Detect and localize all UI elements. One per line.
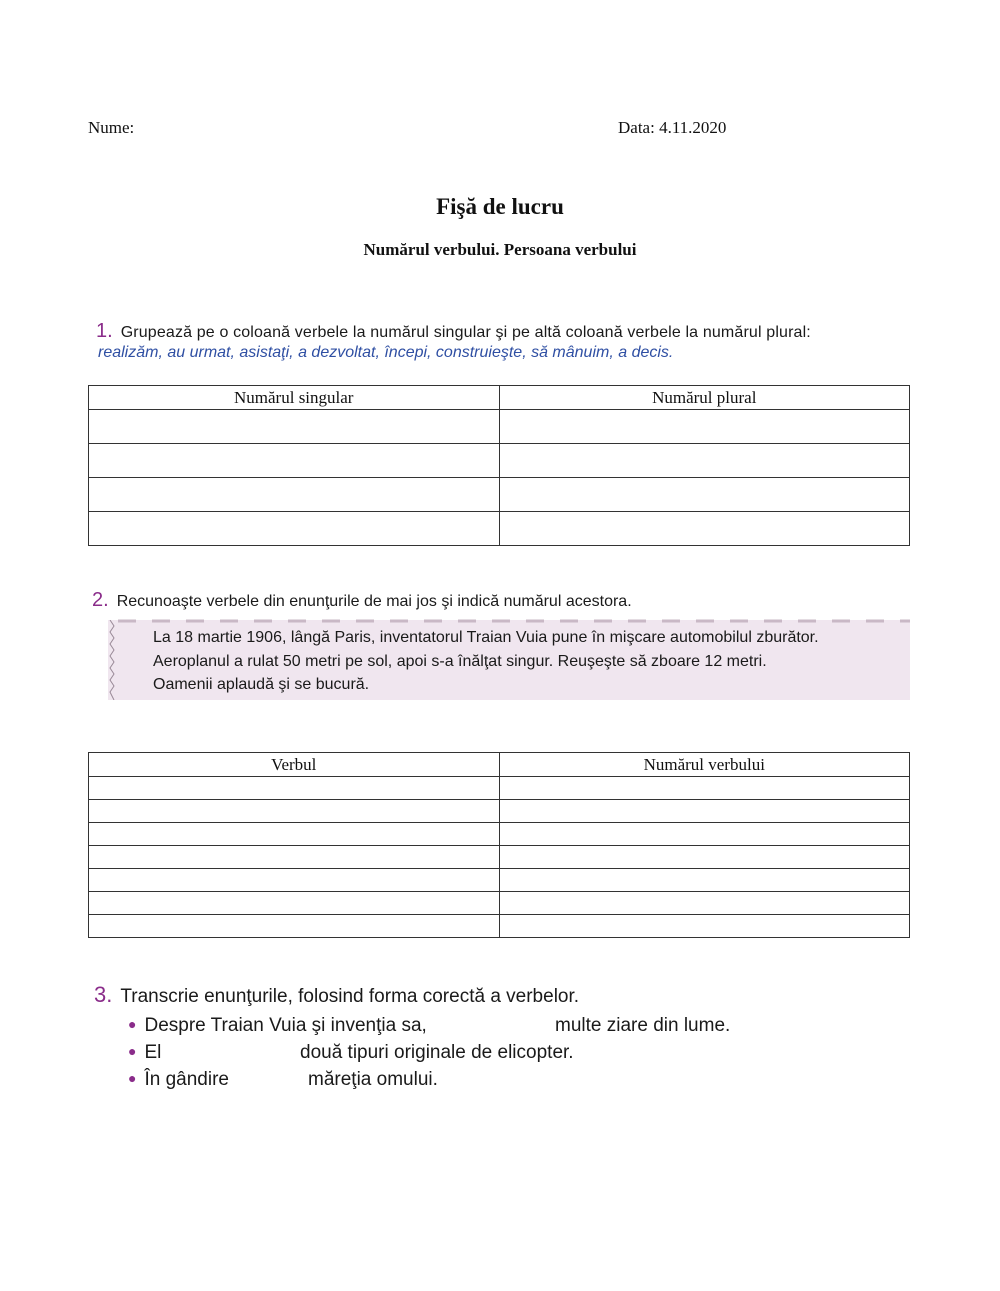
table-row: [89, 410, 910, 444]
sentence-item: [128, 1042, 161, 1064]
exercise-3-instruction: [94, 982, 579, 1008]
bullet-icon: ●: [128, 1043, 137, 1059]
name-label: Nume:: [88, 118, 135, 137]
table-row: [89, 892, 910, 915]
table-row: [89, 800, 910, 823]
answer-cell[interactable]: [499, 478, 910, 512]
exercise-3-number: 3.: [94, 982, 113, 1007]
table-row: [89, 869, 910, 892]
answer-cell[interactable]: [499, 512, 910, 546]
dashed-top-decoration: [118, 618, 910, 624]
answer-cell[interactable]: [499, 915, 910, 938]
table-row: [89, 915, 910, 938]
answer-cell[interactable]: [89, 444, 500, 478]
column-header-singular: Numărul singular: [89, 386, 500, 410]
exercise-1-instruction: [96, 320, 916, 343]
answer-cell[interactable]: [499, 444, 910, 478]
sentence-item: [128, 1015, 427, 1037]
exercise-1-word-list: realizăm, au urmat, asistaţi, a dezvoltat, începi, construieşte, să mânuim, a decis.: [98, 344, 674, 361]
table-row: [89, 478, 910, 512]
exercise-3-text: Transcrie enunţurile, folosind forma corectă a verbelor.: [120, 986, 580, 1007]
table-header-row: [89, 386, 910, 410]
table-row: [89, 777, 910, 800]
answer-cell[interactable]: [89, 869, 500, 892]
torn-edge-decoration: [108, 620, 118, 700]
table-header-row: [89, 753, 910, 777]
exercise-2-text: Recunoaşte verbele din enunţurile de mai jos şi indică numărul acestora.: [116, 593, 632, 610]
reading-passage: [153, 626, 819, 697]
table-row: [89, 823, 910, 846]
sentence-before: El: [144, 1042, 162, 1063]
answer-cell[interactable]: [89, 846, 500, 869]
sentence-after: multe ziare din lume.: [555, 1015, 731, 1036]
answer-cell[interactable]: [499, 892, 910, 915]
answer-cell[interactable]: [89, 892, 500, 915]
table-row: [89, 444, 910, 478]
answer-cell[interactable]: [89, 512, 500, 546]
answer-cell[interactable]: [89, 823, 500, 846]
sentence-after: măreţia omului.: [308, 1069, 438, 1090]
page-subtitle: Numărul verbului. Persoana verbului: [363, 240, 637, 259]
answer-cell[interactable]: [89, 777, 500, 800]
answer-cell[interactable]: [499, 777, 910, 800]
sentence-before: În gândire: [144, 1069, 229, 1090]
answer-cell[interactable]: [499, 823, 910, 846]
column-header-plural: Numărul plural: [499, 386, 910, 410]
exercise-2-number: 2.: [92, 589, 109, 611]
verb-number-table: [88, 752, 910, 938]
sentence-before: Despre Traian Vuia şi invenţia sa,: [144, 1015, 427, 1036]
bullet-icon: ●: [128, 1070, 137, 1086]
passage-line: Aeroplanul a rulat 50 metri pe sol, apoi s-a înălţat singur. Reuşeşte să zboare 12 metri.: [153, 652, 767, 670]
bullet-icon: ●: [128, 1016, 137, 1032]
passage-line: La 18 martie 1906, lângă Paris, inventatorul Traian Vuia pune în mişcare automobilul zburător.: [153, 629, 819, 646]
answer-cell[interactable]: [89, 410, 500, 444]
answer-cell[interactable]: [89, 915, 500, 938]
passage-line: Oamenii aplaudă şi se bucură.: [153, 676, 370, 693]
table-row: [89, 512, 910, 546]
answer-cell[interactable]: [89, 800, 500, 823]
column-header-verb-number: Numărul verbului: [499, 753, 910, 777]
date-label: Data: 4.11.2020: [618, 118, 727, 137]
exercise-1-number: 1.: [96, 320, 113, 342]
answer-cell[interactable]: [499, 410, 910, 444]
answer-cell[interactable]: [89, 478, 500, 512]
answer-cell[interactable]: [499, 800, 910, 823]
singular-plural-table: [88, 385, 910, 546]
answer-cell[interactable]: [499, 869, 910, 892]
exercise-2-instruction: [92, 589, 632, 612]
sentence-item: [128, 1069, 229, 1091]
exercise-1-text: Grupează pe o coloană verbele la numărul singular şi pe altă coloană verbele la numărul plural:: [120, 324, 811, 341]
page-title: Fişă de lucru: [436, 194, 564, 219]
table-row: [89, 846, 910, 869]
answer-cell[interactable]: [499, 846, 910, 869]
column-header-verb: Verbul: [89, 753, 500, 777]
sentence-after: două tipuri originale de elicopter.: [300, 1042, 574, 1063]
